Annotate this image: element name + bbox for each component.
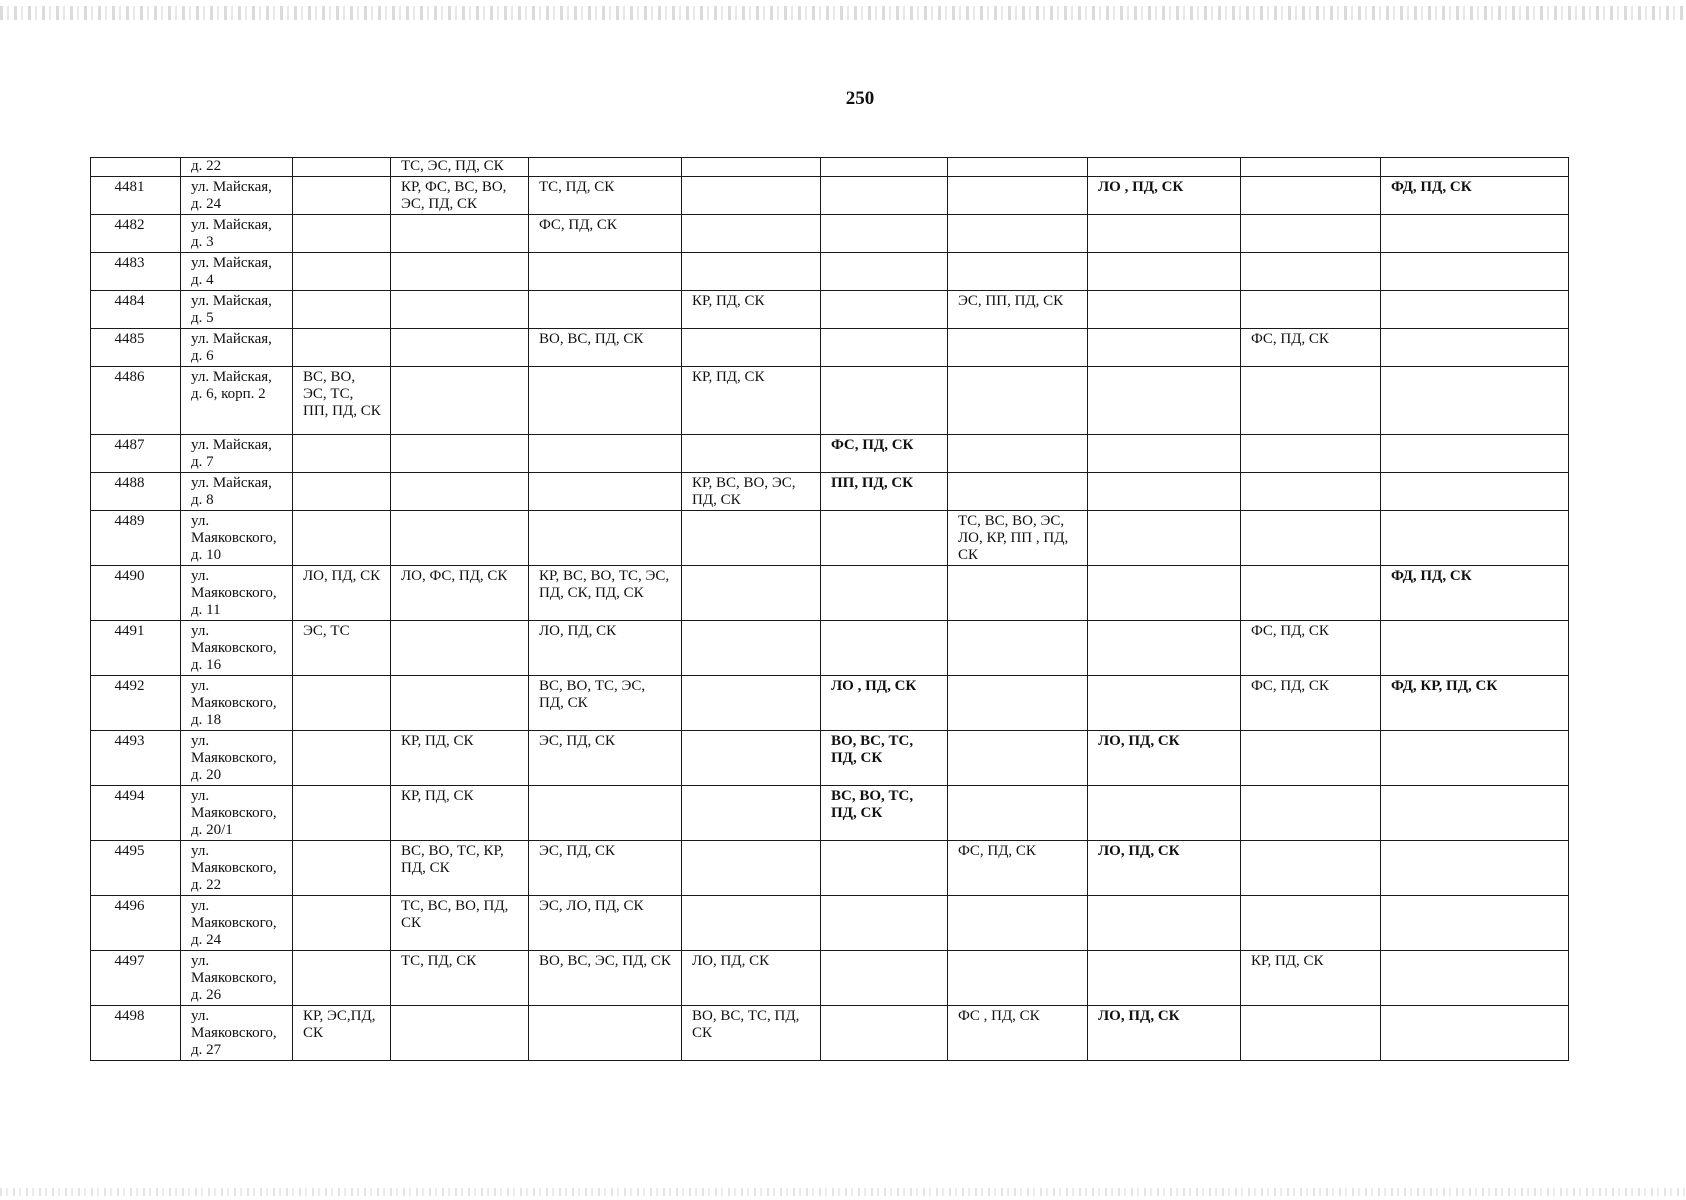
work-types-cell-c4 bbox=[682, 215, 821, 253]
work-types-cell-c5 bbox=[821, 367, 948, 435]
scan-edge-bottom bbox=[0, 1188, 1686, 1196]
work-types-cell-c2 bbox=[391, 435, 529, 473]
work-types-cell-c1 bbox=[293, 896, 391, 951]
work-types-cell-c5 bbox=[821, 566, 948, 621]
work-types-cell-c4 bbox=[682, 731, 821, 786]
work-types-cell-c2 bbox=[391, 291, 529, 329]
work-types-cell-c8 bbox=[1241, 291, 1381, 329]
work-types-cell-c8 bbox=[1241, 731, 1381, 786]
work-types-cell-c7 bbox=[1088, 291, 1241, 329]
work-types-cell-c1 bbox=[293, 253, 391, 291]
work-types-cell-c9: ФД, ПД, СК bbox=[1381, 566, 1569, 621]
work-types-cell-c6: ФС, ПД, СК bbox=[948, 841, 1088, 896]
work-types-cell-c5: ФС, ПД, СК bbox=[821, 435, 948, 473]
address-cell: ул. Маяковского, д. 27 bbox=[181, 1006, 293, 1061]
work-types-cell-c1 bbox=[293, 511, 391, 566]
table-body bbox=[91, 158, 1569, 1061]
table-row bbox=[91, 177, 1569, 215]
work-types-cell-c6 bbox=[948, 367, 1088, 435]
work-types-cell-c3: ВС, ВО, ТС, ЭС, ПД, СК bbox=[529, 676, 682, 731]
address-cell: ул. Маяковского, д. 20 bbox=[181, 731, 293, 786]
work-types-cell-c8 bbox=[1241, 253, 1381, 291]
work-types-cell-c6 bbox=[948, 253, 1088, 291]
work-types-cell-c3: КР, ВС, ВО, ТС, ЭС, ПД, СК, ПД, СК bbox=[529, 566, 682, 621]
work-types-cell-c8 bbox=[1241, 511, 1381, 566]
work-types-cell-c7 bbox=[1088, 253, 1241, 291]
row-number-cell: 4492 bbox=[91, 676, 181, 731]
row-number-cell: 4482 bbox=[91, 215, 181, 253]
scan-edge-top bbox=[0, 6, 1686, 20]
row-number-cell: 4488 bbox=[91, 473, 181, 511]
work-types-cell-c9 bbox=[1381, 731, 1569, 786]
address-cell: ул. Маяковского, д. 20/1 bbox=[181, 786, 293, 841]
work-types-cell-c2 bbox=[391, 367, 529, 435]
row-number-cell: 4487 bbox=[91, 435, 181, 473]
work-types-cell-c6 bbox=[948, 177, 1088, 215]
row-number-cell: 4494 bbox=[91, 786, 181, 841]
work-types-cell-c5: ЛО , ПД, СК bbox=[821, 676, 948, 731]
work-types-cell-c2: ТС, ПД, СК bbox=[391, 951, 529, 1006]
work-types-cell-c9 bbox=[1381, 367, 1569, 435]
work-types-cell-c4 bbox=[682, 329, 821, 367]
work-types-cell-c4 bbox=[682, 786, 821, 841]
page-number: 250 bbox=[845, 88, 875, 109]
row-number-cell: 4484 bbox=[91, 291, 181, 329]
work-types-cell-c7 bbox=[1088, 435, 1241, 473]
work-types-cell-c5 bbox=[821, 896, 948, 951]
work-types-cell-c3 bbox=[529, 291, 682, 329]
work-types-cell-c3 bbox=[529, 511, 682, 566]
work-types-cell-c9 bbox=[1381, 253, 1569, 291]
work-types-cell-c3: ЭС, ПД, СК bbox=[529, 731, 682, 786]
table-row bbox=[91, 786, 1569, 841]
work-types-cell-c5: ВС, ВО, ТС, ПД, СК bbox=[821, 786, 948, 841]
work-types-cell-c9 bbox=[1381, 215, 1569, 253]
address-cell: ул. Майская, д. 7 bbox=[181, 435, 293, 473]
work-types-cell-c6 bbox=[948, 435, 1088, 473]
table-row bbox=[91, 621, 1569, 676]
work-types-cell-c3 bbox=[529, 435, 682, 473]
work-types-cell-c3: ФС, ПД, СК bbox=[529, 215, 682, 253]
work-types-cell-c6 bbox=[948, 158, 1088, 177]
row-number-cell: 4497 bbox=[91, 951, 181, 1006]
work-types-cell-c4 bbox=[682, 158, 821, 177]
work-types-cell-c4 bbox=[682, 435, 821, 473]
table-row bbox=[91, 896, 1569, 951]
work-types-cell-c6: ТС, ВС, ВО, ЭС, ЛО, КР, ПП , ПД, СК bbox=[948, 511, 1088, 566]
work-types-cell-c7 bbox=[1088, 621, 1241, 676]
work-types-cell-c6: ФС , ПД, СК bbox=[948, 1006, 1088, 1061]
work-types-cell-c1 bbox=[293, 215, 391, 253]
work-types-cell-c5: ПП, ПД, СК bbox=[821, 473, 948, 511]
work-types-cell-c5 bbox=[821, 511, 948, 566]
work-types-cell-c7 bbox=[1088, 215, 1241, 253]
schedule-table bbox=[90, 157, 1569, 1061]
work-types-cell-c8 bbox=[1241, 1006, 1381, 1061]
work-types-cell-c6: ЭС, ПП, ПД, СК bbox=[948, 291, 1088, 329]
work-types-cell-c8 bbox=[1241, 786, 1381, 841]
work-types-cell-c5 bbox=[821, 215, 948, 253]
row-number-cell: 4491 bbox=[91, 621, 181, 676]
work-types-cell-c6 bbox=[948, 896, 1088, 951]
address-cell: ул. Маяковского, д. 10 bbox=[181, 511, 293, 566]
table-row bbox=[91, 511, 1569, 566]
row-number-cell: 4486 bbox=[91, 367, 181, 435]
work-types-cell-c6 bbox=[948, 786, 1088, 841]
work-types-cell-c8: КР, ПД, СК bbox=[1241, 951, 1381, 1006]
work-types-cell-c9 bbox=[1381, 621, 1569, 676]
work-types-cell-c3: ЭС, ЛО, ПД, СК bbox=[529, 896, 682, 951]
row-number-cell: 4485 bbox=[91, 329, 181, 367]
work-types-cell-c2: ТС, ВС, ВО, ПД, СК bbox=[391, 896, 529, 951]
work-types-cell-c6 bbox=[948, 473, 1088, 511]
work-types-cell-c7 bbox=[1088, 786, 1241, 841]
work-types-cell-c8: ФС, ПД, СК bbox=[1241, 329, 1381, 367]
work-types-cell-c9 bbox=[1381, 1006, 1569, 1061]
work-types-cell-c8: ФС, ПД, СК bbox=[1241, 621, 1381, 676]
work-types-cell-c7 bbox=[1088, 329, 1241, 367]
work-types-cell-c1 bbox=[293, 329, 391, 367]
work-types-cell-c2: ЛО, ФС, ПД, СК bbox=[391, 566, 529, 621]
work-types-cell-c7 bbox=[1088, 676, 1241, 731]
work-types-cell-c3 bbox=[529, 473, 682, 511]
work-types-cell-c9 bbox=[1381, 329, 1569, 367]
work-types-cell-c4 bbox=[682, 676, 821, 731]
work-types-cell-c4: ЛО, ПД, СК bbox=[682, 951, 821, 1006]
address-cell: ул. Майская, д. 6 bbox=[181, 329, 293, 367]
row-number-cell: 4498 bbox=[91, 1006, 181, 1061]
work-types-cell-c1: ВС, ВО, ЭС, ТС, ПП, ПД, СК bbox=[293, 367, 391, 435]
work-types-cell-c9 bbox=[1381, 951, 1569, 1006]
row-number-cell: 4496 bbox=[91, 896, 181, 951]
table-row bbox=[91, 566, 1569, 621]
work-types-cell-c5 bbox=[821, 621, 948, 676]
table-row bbox=[91, 951, 1569, 1006]
address-cell: ул. Маяковского, д. 18 bbox=[181, 676, 293, 731]
work-types-cell-c8 bbox=[1241, 158, 1381, 177]
row-number-cell: 4483 bbox=[91, 253, 181, 291]
work-types-cell-c3 bbox=[529, 367, 682, 435]
work-types-cell-c4: ВО, ВС, ТС, ПД, СК bbox=[682, 1006, 821, 1061]
table-row bbox=[91, 158, 1569, 177]
work-types-cell-c9 bbox=[1381, 786, 1569, 841]
table-row bbox=[91, 253, 1569, 291]
work-types-cell-c7 bbox=[1088, 473, 1241, 511]
work-types-cell-c4 bbox=[682, 511, 821, 566]
work-types-cell-c7 bbox=[1088, 511, 1241, 566]
work-types-cell-c2 bbox=[391, 253, 529, 291]
work-types-cell-c3 bbox=[529, 253, 682, 291]
work-types-cell-c2 bbox=[391, 676, 529, 731]
work-types-cell-c1 bbox=[293, 435, 391, 473]
work-types-cell-c1 bbox=[293, 786, 391, 841]
address-cell: ул. Майская, д. 24 bbox=[181, 177, 293, 215]
work-types-cell-c4 bbox=[682, 177, 821, 215]
work-types-cell-c8: ФС, ПД, СК bbox=[1241, 676, 1381, 731]
work-types-cell-c7 bbox=[1088, 566, 1241, 621]
work-types-cell-c1 bbox=[293, 731, 391, 786]
row-number-cell: 4493 bbox=[91, 731, 181, 786]
work-types-cell-c7: ЛО, ПД, СК bbox=[1088, 1006, 1241, 1061]
work-types-cell-c9 bbox=[1381, 291, 1569, 329]
work-types-cell-c1 bbox=[293, 676, 391, 731]
work-types-cell-c6 bbox=[948, 731, 1088, 786]
work-types-cell-c8 bbox=[1241, 473, 1381, 511]
work-types-cell-c6 bbox=[948, 676, 1088, 731]
work-types-cell-c5 bbox=[821, 329, 948, 367]
work-types-cell-c3 bbox=[529, 158, 682, 177]
work-types-cell-c6 bbox=[948, 329, 1088, 367]
table-row bbox=[91, 291, 1569, 329]
work-types-cell-c1 bbox=[293, 951, 391, 1006]
row-number-cell bbox=[91, 158, 181, 177]
address-cell: ул. Маяковского, д. 16 bbox=[181, 621, 293, 676]
work-types-cell-c3 bbox=[529, 786, 682, 841]
work-types-cell-c2 bbox=[391, 215, 529, 253]
work-types-cell-c8 bbox=[1241, 841, 1381, 896]
work-types-cell-c4 bbox=[682, 621, 821, 676]
work-types-cell-c1: ЛО, ПД, СК bbox=[293, 566, 391, 621]
work-types-cell-c4 bbox=[682, 253, 821, 291]
work-types-cell-c9: ФД, КР, ПД, СК bbox=[1381, 676, 1569, 731]
table-row bbox=[91, 473, 1569, 511]
work-types-cell-c5 bbox=[821, 841, 948, 896]
work-types-cell-c3: ТС, ПД, СК bbox=[529, 177, 682, 215]
work-types-cell-c8 bbox=[1241, 896, 1381, 951]
work-types-cell-c3 bbox=[529, 1006, 682, 1061]
work-types-cell-c6 bbox=[948, 566, 1088, 621]
work-types-cell-c8 bbox=[1241, 566, 1381, 621]
work-types-cell-c2: КР, ПД, СК bbox=[391, 786, 529, 841]
work-types-cell-c5 bbox=[821, 951, 948, 1006]
work-types-cell-c6 bbox=[948, 215, 1088, 253]
work-types-cell-c5: ВО, ВС, ТС, ПД, СК bbox=[821, 731, 948, 786]
address-cell: ул. Маяковского, д. 26 bbox=[181, 951, 293, 1006]
work-types-cell-c1 bbox=[293, 291, 391, 329]
work-types-cell-c8 bbox=[1241, 367, 1381, 435]
work-types-cell-c1 bbox=[293, 158, 391, 177]
work-types-cell-c6 bbox=[948, 621, 1088, 676]
work-types-cell-c9 bbox=[1381, 841, 1569, 896]
work-types-cell-c1 bbox=[293, 473, 391, 511]
table-row bbox=[91, 215, 1569, 253]
work-types-cell-c8 bbox=[1241, 177, 1381, 215]
work-types-cell-c1 bbox=[293, 841, 391, 896]
work-types-cell-c4: КР, ПД, СК bbox=[682, 291, 821, 329]
address-cell: ул. Майская, д. 4 bbox=[181, 253, 293, 291]
work-types-cell-c4 bbox=[682, 841, 821, 896]
work-types-cell-c7: ЛО, ПД, СК bbox=[1088, 841, 1241, 896]
work-types-cell-c3: ВО, ВС, ЭС, ПД, СК bbox=[529, 951, 682, 1006]
address-cell: д. 22 bbox=[181, 158, 293, 177]
work-types-cell-c4: КР, ПД, СК bbox=[682, 367, 821, 435]
table-row bbox=[91, 731, 1569, 786]
work-types-cell-c6 bbox=[948, 951, 1088, 1006]
work-types-cell-c7: ЛО , ПД, СК bbox=[1088, 177, 1241, 215]
work-types-cell-c1 bbox=[293, 177, 391, 215]
address-cell: ул. Майская, д. 5 bbox=[181, 291, 293, 329]
work-types-cell-c3: ЭС, ПД, СК bbox=[529, 841, 682, 896]
address-cell: ул. Маяковского, д. 24 bbox=[181, 896, 293, 951]
row-number-cell: 4481 bbox=[91, 177, 181, 215]
table-row bbox=[91, 1006, 1569, 1061]
table-row bbox=[91, 676, 1569, 731]
work-types-cell-c2: ВС, ВО, ТС, КР, ПД, СК bbox=[391, 841, 529, 896]
work-types-cell-c9 bbox=[1381, 896, 1569, 951]
work-types-cell-c9 bbox=[1381, 473, 1569, 511]
work-types-cell-c1: КР, ЭС,ПД, СК bbox=[293, 1006, 391, 1061]
work-types-cell-c5 bbox=[821, 158, 948, 177]
work-types-cell-c2 bbox=[391, 511, 529, 566]
row-number-cell: 4489 bbox=[91, 511, 181, 566]
row-number-cell: 4490 bbox=[91, 566, 181, 621]
work-types-cell-c7 bbox=[1088, 158, 1241, 177]
work-types-cell-c5 bbox=[821, 1006, 948, 1061]
work-types-cell-c2 bbox=[391, 473, 529, 511]
work-types-cell-c4: КР, ВС, ВО, ЭС, ПД, СК bbox=[682, 473, 821, 511]
table-row bbox=[91, 329, 1569, 367]
work-types-cell-c7: ЛО, ПД, СК bbox=[1088, 731, 1241, 786]
address-cell: ул. Майская, д. 3 bbox=[181, 215, 293, 253]
address-cell: ул. Маяковского, д. 11 bbox=[181, 566, 293, 621]
work-types-cell-c5 bbox=[821, 291, 948, 329]
work-types-cell-c2: КР, ПД, СК bbox=[391, 731, 529, 786]
work-types-cell-c4 bbox=[682, 566, 821, 621]
work-types-cell-c9 bbox=[1381, 435, 1569, 473]
work-types-cell-c9: ФД, ПД, СК bbox=[1381, 177, 1569, 215]
address-cell: ул. Майская, д. 8 bbox=[181, 473, 293, 511]
work-types-cell-c3: ЛО, ПД, СК bbox=[529, 621, 682, 676]
work-types-cell-c4 bbox=[682, 896, 821, 951]
work-types-cell-c9 bbox=[1381, 511, 1569, 566]
work-types-cell-c3: ВО, ВС, ПД, СК bbox=[529, 329, 682, 367]
work-types-cell-c7 bbox=[1088, 367, 1241, 435]
work-types-cell-c2: КР, ФС, ВС, ВО, ЭС, ПД, СК bbox=[391, 177, 529, 215]
table-row bbox=[91, 367, 1569, 435]
work-types-cell-c7 bbox=[1088, 896, 1241, 951]
work-types-cell-c2: ТС, ЭС, ПД, СК bbox=[391, 158, 529, 177]
row-number-cell: 4495 bbox=[91, 841, 181, 896]
work-types-cell-c9 bbox=[1381, 158, 1569, 177]
table-row bbox=[91, 841, 1569, 896]
work-types-cell-c7 bbox=[1088, 951, 1241, 1006]
address-cell: ул. Майская, д. 6, корп. 2 bbox=[181, 367, 293, 435]
work-types-cell-c2 bbox=[391, 1006, 529, 1061]
work-types-cell-c8 bbox=[1241, 435, 1381, 473]
work-types-cell-c5 bbox=[821, 177, 948, 215]
table-row bbox=[91, 435, 1569, 473]
work-types-cell-c1: ЭС, ТС bbox=[293, 621, 391, 676]
work-types-cell-c8 bbox=[1241, 215, 1381, 253]
work-types-cell-c5 bbox=[821, 253, 948, 291]
work-types-cell-c2 bbox=[391, 329, 529, 367]
work-types-cell-c2 bbox=[391, 621, 529, 676]
address-cell: ул. Маяковского, д. 22 bbox=[181, 841, 293, 896]
